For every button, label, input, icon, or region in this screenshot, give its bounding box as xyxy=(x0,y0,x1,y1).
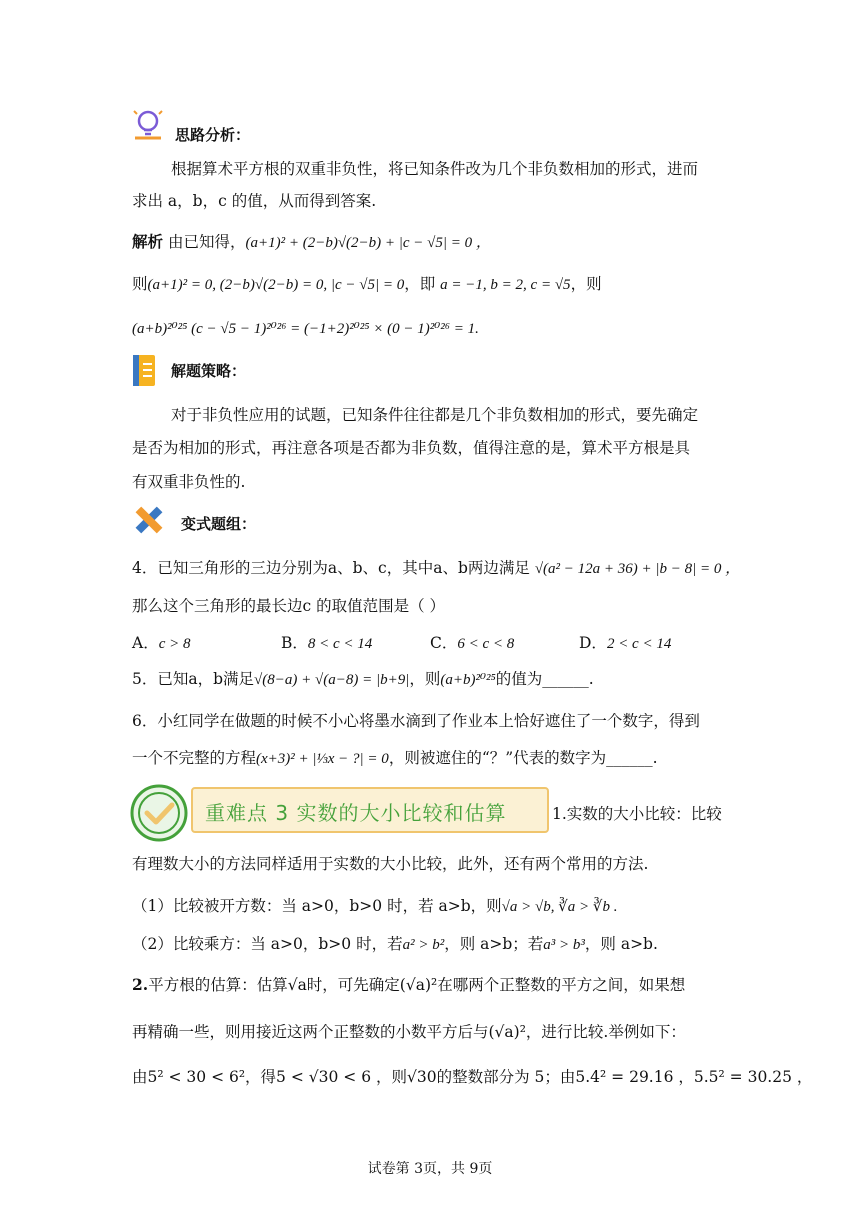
question-5-then: ，则 xyxy=(409,670,441,688)
think-paragraph-line2: 求出 a，b，c 的值，从而得到答案. xyxy=(132,192,377,210)
key-point-banner xyxy=(191,787,549,833)
think-heading: 思路分析： xyxy=(175,126,251,144)
method-2-formula2: a³ > b³ xyxy=(543,937,585,953)
think-paragraph-line1: 根据算术平方根的双重非负性，将已知条件改为几个非负数相加的形式，进而 xyxy=(171,160,699,178)
key-point-intro: 1.实数的大小比较：比较 xyxy=(552,805,722,823)
question-6-blank: ，则被遮住的“？”代表的数字为______. xyxy=(388,749,658,767)
option-a[interactable] xyxy=(132,631,190,653)
option-a-value: c > 8 xyxy=(158,636,191,652)
estimation-line3: 由5² < 30 < 6²，得5 < √30 < 6 ，则√30的整数部分为 5；由5.4² = 29.16 ，5.5² = 30.25 ， xyxy=(132,1068,813,1086)
option-c-value: 6 < c < 8 xyxy=(457,636,515,652)
option-b-value: 8 < c < 14 xyxy=(307,636,373,652)
solution-values: a = −1, b = 2, c = √5 xyxy=(440,277,571,293)
question-4-line2: 那么这个三角形的最长边c 的取值范围是（ ） xyxy=(132,597,446,615)
strategy-line2: 是否为相加的形式，再注意各项是否都为非负数，值得注意的是，算术平方根是具 xyxy=(132,439,691,457)
option-a-label: A． xyxy=(132,634,159,652)
solution-equation1: (a+1)² + (2−b)√(2−b) + |c − √5| = 0 ， xyxy=(245,235,491,251)
question-4-line1 xyxy=(132,557,740,580)
question-6-line1: 6．小红同学在做题的时候不小心将墨水滴到了作业本上恰好遮住了一个数字，得到 xyxy=(132,712,700,730)
solution-label: 解析 xyxy=(132,232,164,251)
question-5-stem: 5．已知a，b满足 xyxy=(132,670,255,688)
lightbulb-icon xyxy=(131,108,165,142)
option-d-value: 2 < c < 14 xyxy=(606,636,672,652)
method-1-text: （1）比较被开方数：当 a>0，b>0 时，若 a>b，则 xyxy=(132,897,502,915)
key-point-title: 重难点 3 实数的大小比较和估算 xyxy=(205,801,507,825)
method-2-text: （2）比较乘方：当 a>0，b>0 时，若 xyxy=(132,935,403,953)
variants-heading: 变式题组： xyxy=(181,515,257,533)
page-footer: 试卷第 3页，共 9页 xyxy=(367,1161,493,1177)
question-5 xyxy=(132,668,594,691)
solution-prefix: 由已知得， xyxy=(167,233,246,251)
method-2-suffix: ，则 a>b. xyxy=(584,935,658,953)
method-2-mid: ，则 a>b；若 xyxy=(444,935,544,953)
key-point-line1: 有理数大小的方法同样适用于实数的大小比较，此外，还有两个常用的方法. xyxy=(132,855,649,873)
option-d-label: D． xyxy=(579,634,607,652)
option-c-label: C． xyxy=(430,634,458,652)
solution-line1 xyxy=(132,231,491,254)
strategy-line1: 对于非负性应用的试题，已知条件往往都是几个非负数相加的形式，要先确定 xyxy=(171,406,699,424)
option-d[interactable] xyxy=(579,631,671,653)
estimation-text1: 平方根的估算：估算√a时，可先确定(√a)²在哪两个正整数的平方之间，如果想 xyxy=(148,976,686,994)
method-1-formula: √a > √b, ∛a > ∛b . xyxy=(501,899,618,915)
option-b[interactable] xyxy=(281,631,372,653)
solution-result: (a+b)²⁰²⁵ (c − √5 − 1)²⁰²⁶ = (−1+2)²⁰²⁵ × (0 − 1)²⁰²⁶ = 1. xyxy=(132,321,479,337)
question-4-condition: √(a² − 12a + 36) + |b − 8| = 0 ， xyxy=(534,561,741,577)
question-4-stem: 4．已知三角形的三边分别为a、b、c，其中a、b两边满足 xyxy=(132,559,530,577)
question-5-expression: (a+b)²⁰²⁵ xyxy=(440,672,496,688)
method-2-formula1: a² > b² xyxy=(402,937,445,953)
strategy-line3: 有双重非负性的. xyxy=(132,473,246,491)
method-2 xyxy=(132,933,658,956)
solution-line2 xyxy=(132,273,602,296)
solution-ie: ，即 xyxy=(404,275,436,293)
solution-then: 则 xyxy=(132,275,148,293)
method-1 xyxy=(132,895,617,918)
question-5-blank: 的值为______. xyxy=(495,670,594,688)
solution-then2: ，则 xyxy=(570,275,602,293)
question-6-equation: (x+3)² + |⅓x − ?| = 0 xyxy=(256,751,389,767)
solution-line3 xyxy=(132,317,479,340)
strategy-heading: 解题策略： xyxy=(171,362,247,380)
estimation-number: 2. xyxy=(132,975,149,994)
question-6-line2 xyxy=(132,747,658,770)
estimation-line2: 再精确一些，则用接近这两个正整数的小数平方后与(√a)²，进行比较.举例如下： xyxy=(132,1023,686,1041)
notebook-icon xyxy=(131,354,157,388)
option-c[interactable] xyxy=(430,631,514,653)
option-b-label: B． xyxy=(281,634,308,652)
checkmark-badge-icon xyxy=(129,783,189,843)
estimation-line1 xyxy=(132,974,685,996)
question-6-prefix: 一个不完整的方程 xyxy=(132,749,257,767)
ruler-pencil-icon xyxy=(131,502,167,538)
solution-equation2: (a+1)² = 0, (2−b)√(2−b) = 0, |c − √5| = 0 xyxy=(147,277,405,293)
question-5-condition: √(8−a) + √(a−8) = |b+9| xyxy=(254,672,410,688)
